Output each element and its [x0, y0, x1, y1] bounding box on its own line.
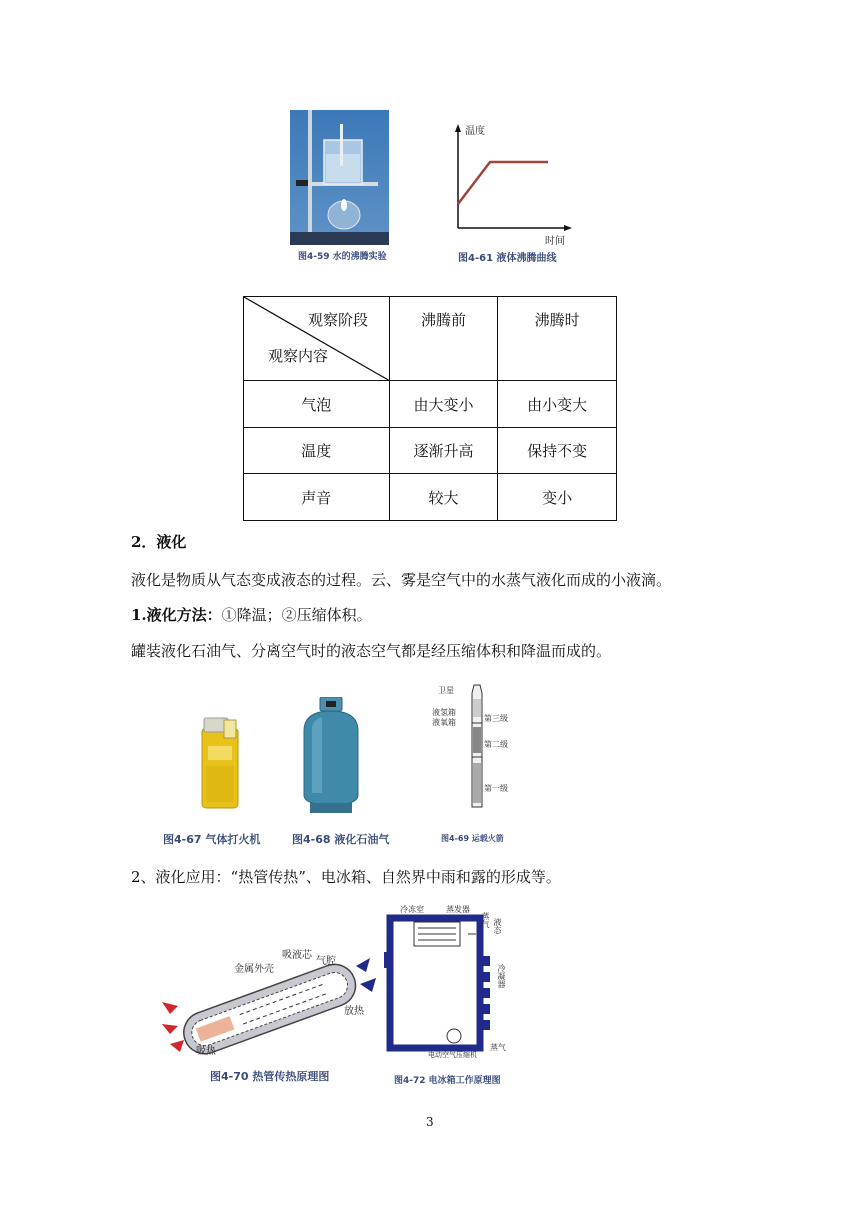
row-item: 气泡 [244, 381, 390, 428]
row-during: 由小变大 [498, 381, 617, 428]
fig-68-caption: 图4-68 液化石油气 [292, 833, 390, 846]
row-during: 变小 [498, 474, 617, 521]
method-paragraph [131, 604, 372, 625]
fig-59-caption: 图4-59 水的沸腾实验 [298, 252, 387, 262]
figure-gas-cylinder [300, 697, 362, 813]
figure-boiling-curve [448, 118, 578, 248]
heat-pipe-diagram [160, 940, 380, 1060]
rocket-label-stage3: 第三级 [484, 714, 508, 723]
label-wick: 吸液芯 [282, 950, 312, 961]
label-vapor-bottom: 蒸气 [490, 1043, 506, 1052]
method-label: 1.液化方法： [131, 606, 222, 624]
label-vapor-cavity: 气腔 [316, 956, 336, 967]
boiling-curve-graph [448, 118, 578, 248]
figure-boiling-experiment [290, 110, 389, 245]
observation-table [243, 296, 617, 521]
fig-72-caption: 图4-72 电冰箱工作原理图 [394, 1076, 501, 1086]
row-before: 逐渐升高 [389, 428, 498, 474]
gas-cylinder-image [300, 697, 362, 813]
label-evaporator: 蒸发器 [446, 905, 470, 914]
graph-xlabel: 时间 [545, 236, 565, 247]
label-vapor-top: 蒸气 [481, 912, 490, 928]
row-before: 由大变小 [389, 381, 498, 428]
applications-paragraph: 2、液化应用：“热管传热”、电冰箱、自然界中雨和露的形成等。 [131, 868, 561, 886]
table-diagonal-header [244, 297, 390, 381]
label-condenser: 冷凝器 [497, 964, 506, 988]
label-liquid: 液态 [493, 918, 502, 934]
boiling-curve-line [458, 162, 548, 204]
page-number: 3 [426, 1115, 434, 1129]
col-header-during: 沸腾时 [498, 297, 617, 381]
fig-67-caption: 图4-67 气体打火机 [163, 833, 261, 846]
section-heading: 2．液化 [131, 533, 187, 551]
row-before: 较大 [389, 474, 498, 521]
method-text: ①降温；②压缩体积。 [221, 606, 372, 624]
rocket-label-h2-tank: 液氢箱 [432, 708, 456, 717]
label-compressor: 电动空气压缩机 [428, 1051, 477, 1059]
fig-69-caption: 图4-69 运载火箭 [441, 834, 504, 843]
graph-ylabel: 温度 [465, 126, 485, 137]
lighter-image [198, 716, 242, 810]
row-item: 声音 [244, 474, 390, 521]
rocket-labels [420, 683, 530, 811]
figure-heat-pipe [160, 940, 380, 1060]
table-row [244, 428, 617, 474]
row-during: 保持不变 [498, 428, 617, 474]
rocket-label-o2-tank: 液氧箱 [432, 718, 456, 727]
rocket-label-stage1: 第一级 [484, 784, 508, 793]
fig-61-caption: 图4-61 液体沸腾曲线 [458, 253, 557, 264]
row-item: 温度 [244, 428, 390, 474]
method-note: 罐装液化石油气、分离空气时的液态空气都是经压缩体积和降温而成的。 [131, 642, 612, 660]
figure-lighter [198, 716, 242, 810]
definition-paragraph: 液化是物质从气态变成液态的过程。云、雾是空气中的水蒸气液化而成的小液滴。 [131, 571, 672, 589]
label-metal-shell: 金属外壳 [234, 964, 274, 975]
table-row [244, 381, 617, 428]
rocket-label-stage2: 第二级 [484, 740, 508, 749]
fig-70-caption: 图4-70 热管传热原理图 [210, 1070, 330, 1083]
col-header-before: 沸腾前 [389, 297, 498, 381]
figure-fridge [384, 904, 514, 1060]
header-content: 观察内容 [268, 347, 329, 365]
label-release-heat: 放热 [344, 1006, 364, 1017]
table-row [244, 474, 617, 521]
rocket-label-satellite: 卫星 [438, 686, 454, 695]
label-absorb-heat: 吸热 [196, 1046, 216, 1057]
header-stage: 观察阶段 [308, 311, 369, 329]
label-freezer: 冷冻室 [400, 905, 424, 914]
boiling-experiment-photo [290, 110, 389, 245]
